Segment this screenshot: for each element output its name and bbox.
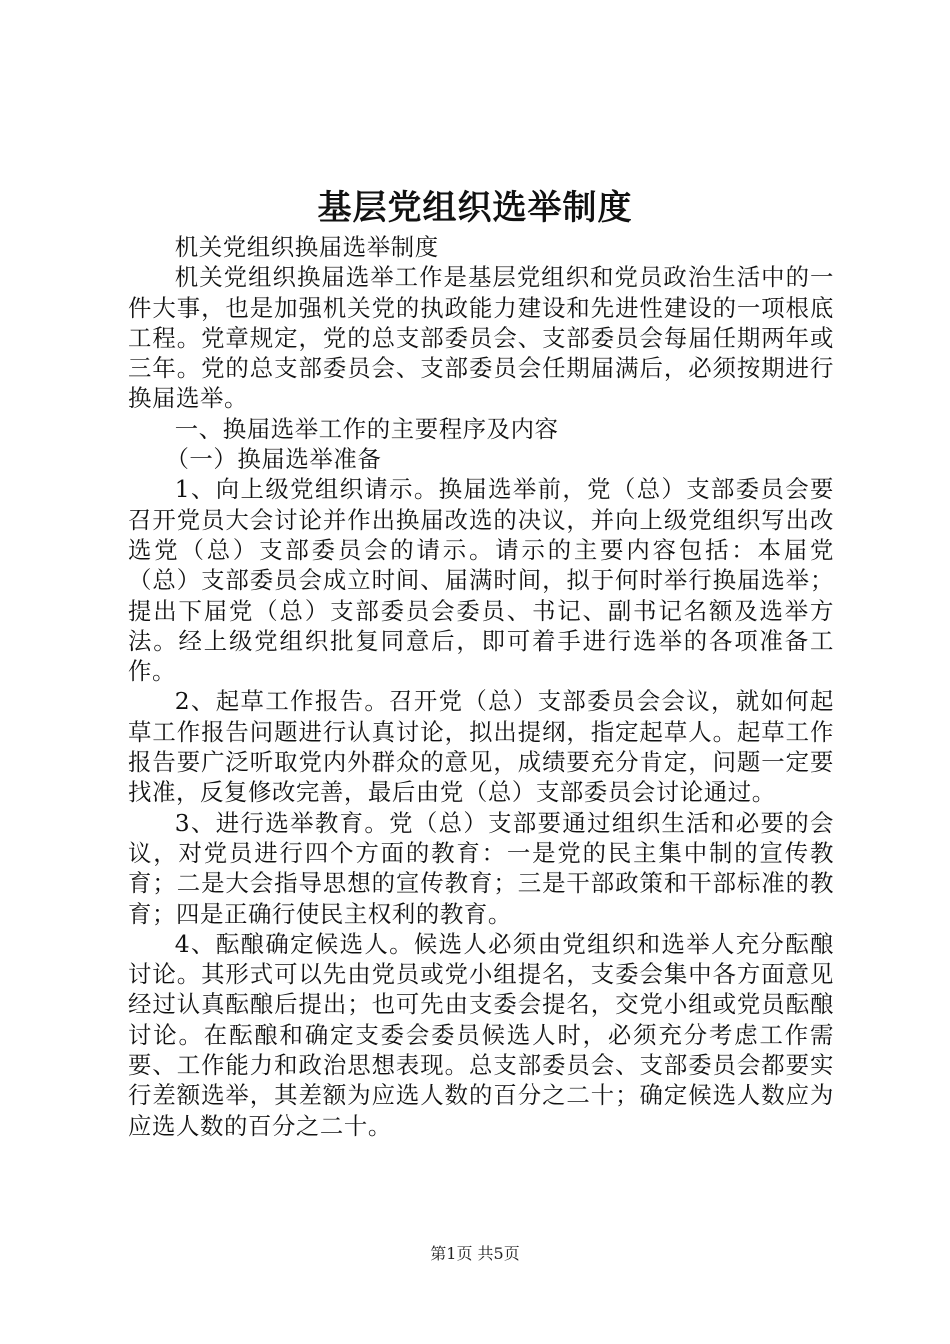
subsection-heading: （一）换届选举准备 (165, 445, 382, 474)
paragraph-item-3: 3、进行选举教育。党（总）支部要通过组织生活和必要的会议，对党员进行四个方面的教育：一是党的民主集中制的宣传教育；二是大会指导思想的宣传教育；三是干部政策和干部标准的教育；四是正确行使民主权利的教育。 (128, 808, 834, 928)
paragraph-item-4: 4、酝酿确定候选人。候选人必须由党组织和选举人充分酝酿讨论。其形式可以先由党员或党小组提名，支委会集中各方面意见经过认真酝酿后提出；也可先由支委会提名，交党小组或党员酝酿讨论。在酝酿和确定支委会委员候选人时，必须充分考虑工作需要、工作能力和政治思想表现。总支部委员会、支部委员会都要实行差额选举，其差额为应选人数的百分之二十；确定候选人数应为应选人数的百分之二十。 (128, 929, 834, 1140)
page-footer: 第1页 共5页 (430, 1244, 520, 1263)
document-title: 基层党组织选举制度 (317, 188, 633, 228)
paragraph-subtitle: 机关党组织换届选举制度 (174, 233, 439, 261)
section-heading: 一、换届选举工作的主要程序及内容 (174, 414, 559, 443)
document-body (128, 232, 834, 1141)
paragraph-item-2: 2、起草工作报告。召开党（总）支部委员会会议，就如何起草工作报告问题进行认真讨论，拟出提纲，指定起草人。起草工作报告要广泛听取党内外群众的意见，成绩要充分肯定，问题一定要找准，反复修改完善，最后由党（总）支部委员会讨论通过。 (128, 687, 834, 807)
paragraph-item-1: 1、向上级党组织请示。换届选举前，党（总）支部委员会要召开党员大会讨论并作出换届改选的决议，并向上级党组织写出改选党（总）支部委员会的请示。请示的主要内容包括：本届党（总）支部委员会成立时间、届满时间，拟于何时举行换届选举；提出下届党（总）支部委员会委员、书记、副书记名额及选举方法。经上级党组织批复同意后，即可着手进行选举的各项准备工作。 (128, 475, 834, 686)
paragraph-intro: 机关党组织换届选举工作是基层党组织和党员政治生活中的一件大事，也是加强机关党的执政能力建设和先进性建设的一项根底工程。党章规定，党的总支部委员会、支部委员会每届任期两年或三年。党的总支部委员会、支部委员会任期届满后，必须按期进行换届选举。 (128, 263, 834, 413)
